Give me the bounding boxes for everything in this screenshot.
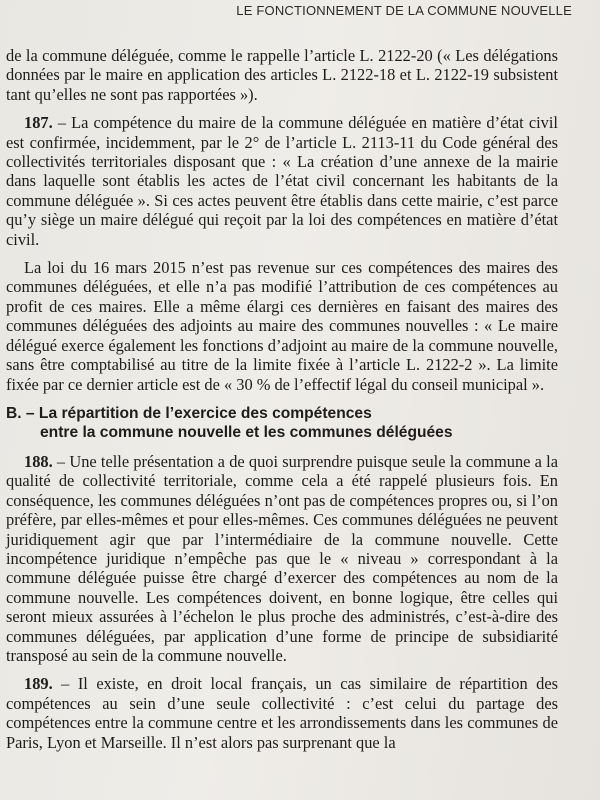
paragraph-text: – Il existe, en droit local français, un cas similaire de répartition des compétences au sein d’une seule collectivité : c’est celui du partage des compétences entre la commune centre et les arrondissements dans les communes de Paris, Lyon et Marseille. Il n’est alors pas surprenant que la bbox=[6, 674, 558, 752]
section-heading-line1: B. – La répartition de l’exercice des compétences bbox=[6, 404, 372, 422]
paragraph-189 bbox=[6, 674, 558, 752]
paragraph-187-continued: La loi du 16 mars 2015 n’est pas revenue sur ces compétences des maires des communes déléguées, et elle n’a pas modifié l’attribution de ces compétences au profit de ces maires. Elle a même élargi ces dernières en faisant des maires des communes déléguées des adjoints au maire des communes nouvelles : « Le maire délégué exerce également les fonctions d’adjoint au maire de la commune nouvelle, sans être comptabilisé au titre de la limite fixée à l’article L. 2122-2 ». La limite fixée par ce dernier article est de « 30 % de l’effectif légal du conseil municipal ». bbox=[6, 258, 558, 394]
section-heading-line2: entre la commune nouvelle et les communes déléguées bbox=[40, 423, 453, 441]
paragraph-187 bbox=[6, 113, 558, 249]
paragraph-number: 189. bbox=[24, 674, 53, 694]
body-text bbox=[6, 46, 558, 752]
paragraph-text: – La compétence du maire de la commune déléguée en matière d’état civil est confirmée, incidemment, par le 2° de l’article L. 2113-11 du Code général des collectivités territoriales disposant que : « La création d’une annexe de la mairie dans laquelle sont établis les actes de l’état civil concernant les habitants de la commune déléguée ». Si ces actes peuvent être établis dans cette mairie, c’est parce qu’y siège un maire délégué qui reçoit par la loi des compétences en matière d’état civil. bbox=[6, 113, 558, 249]
paragraph-188 bbox=[6, 452, 558, 665]
section-heading-b bbox=[6, 404, 558, 442]
paragraph-text: – Une telle présentation a de quoi surprendre puisque seule la commune a la qualité de collectivité territoriale, comme cela a été rappelé plusieurs fois. En conséquence, les communes déléguées n’ont pas de compétences propres ou, si l’on préfère, par elles-mêmes et pour elles-mêmes. Ces communes déléguées ne peuvent juridiquement agir que par l’intermédiaire de la commune nouvelle. Cette incompétence juridique n’empêche pas que le « niveau » correspondant à la commune déléguée puisse être chargé d’exercer des compétences au nom de la commune nouvelle. Les compétences doivent, en bonne logique, être celles qui seront mieux assurées à l’échelon le plus proche des administrés, c’est-à-dire des communes déléguées, par application d’une forme de principe de subsidiarité transposé au sein de la commune nouvelle. bbox=[6, 451, 558, 665]
paragraph-number: 187. bbox=[24, 113, 53, 133]
paragraph-number: 188. bbox=[24, 451, 53, 471]
running-head: LE FONCTIONNEMENT DE LA COMMUNE NOUVELLE bbox=[236, 3, 572, 18]
paragraph-continuation: de la commune déléguée, comme le rappelle l’article L. 2122-20 (« Les délégations données par le maire en application des articles L. 2122-18 et L. 2122-19 subsistent tant qu’elles ne sont pas rapportées »). bbox=[6, 46, 558, 104]
